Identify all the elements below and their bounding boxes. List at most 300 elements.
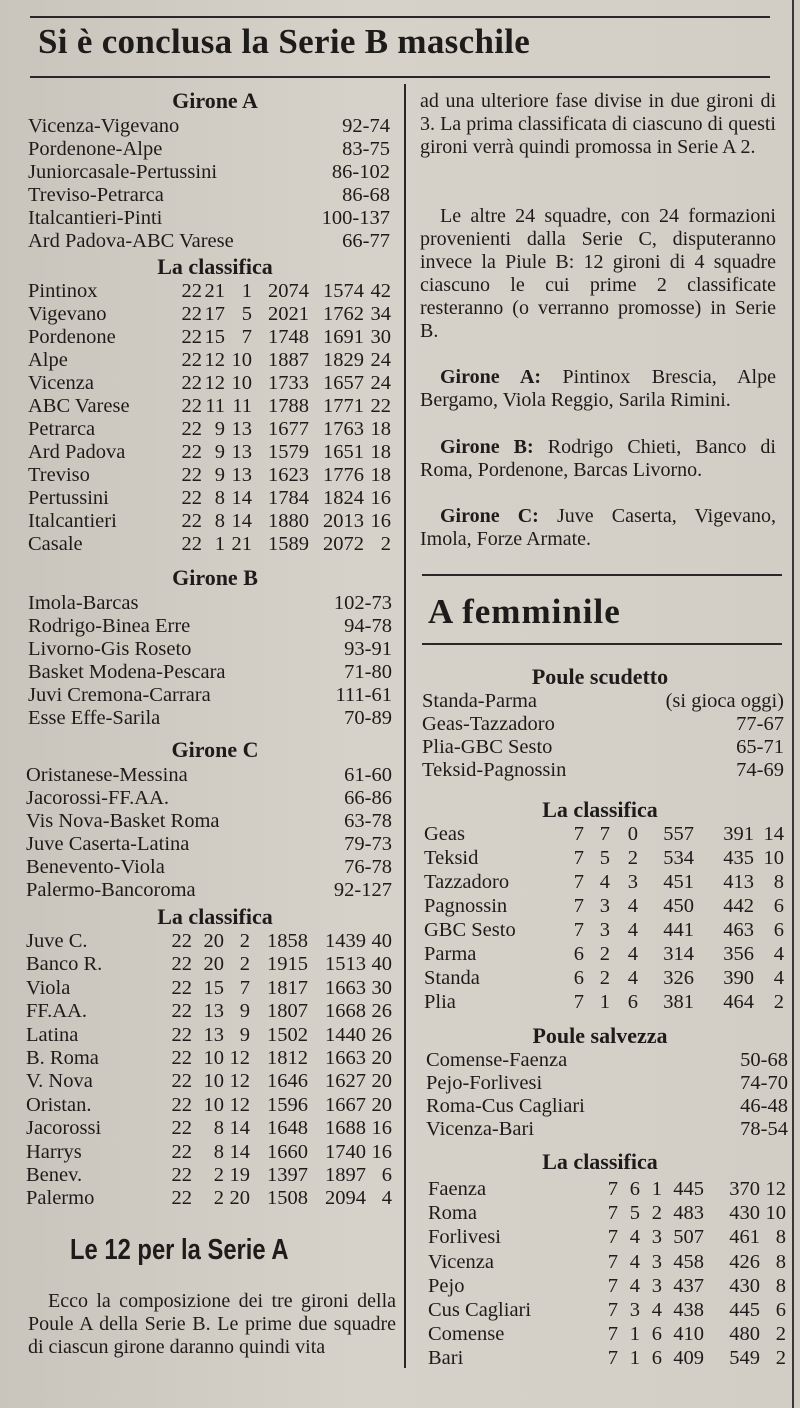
stat-f: 441 [663, 919, 694, 941]
match-name: Treviso-Petrarca [28, 184, 164, 206]
team-name: Benev. [26, 1164, 83, 1186]
stat-v: 15 [203, 976, 224, 999]
stat-g: 22 [171, 1070, 192, 1093]
team-name: GBC Sesto [424, 919, 516, 941]
standings-row [28, 280, 392, 303]
team-name: Ard Padova [28, 441, 126, 463]
stat-pt: 16 [371, 1117, 392, 1140]
stat-g: 7 [573, 871, 584, 893]
stat-v: 10 [203, 1093, 224, 1116]
stat-pt: 24 [370, 349, 391, 371]
stat-f: 437 [673, 1274, 704, 1297]
stat-g: 7 [607, 1250, 618, 1273]
match-name: Livorno-Gis Roseto [28, 638, 192, 660]
team-name: Forlivesi [428, 1226, 501, 1249]
stat-p: 3 [627, 871, 638, 893]
stat-g: 22 [171, 1023, 192, 1046]
stat-v: 15 [204, 326, 225, 348]
article-continued: ad una ulteriore fase divise in due gironi di 3. La prima classificata di ciascuno di questi gironi verrà quindi promossa in Serie A 2. [420, 90, 776, 158]
stat-s: 442 [723, 895, 754, 917]
standings-row [428, 1178, 788, 1201]
standings-row [26, 1000, 394, 1023]
standings-row [26, 1047, 394, 1070]
le-12-title: Le 12 per la Serie A [70, 1234, 289, 1266]
stat-p: 1 [651, 1178, 662, 1200]
match-name: Geas-Tazzadoro [422, 713, 555, 735]
standings-row [26, 1094, 394, 1117]
team-name: Alpe [28, 349, 68, 371]
match-score: 74-70 [740, 1072, 788, 1094]
match-score: 100-137 [321, 207, 390, 229]
stat-v: 8 [214, 487, 225, 509]
result-row [26, 810, 392, 833]
stat-p: 7 [241, 326, 252, 348]
stat-p: 21 [231, 533, 252, 555]
team-name: Banco R. [26, 953, 103, 976]
match-name: Benevento-Viola [26, 856, 165, 878]
match-name: Italcantieri-Pinti [28, 207, 163, 229]
stat-v: 5 [599, 847, 610, 869]
stat-v: 1 [214, 533, 225, 555]
stat-f: 458 [673, 1250, 704, 1273]
stat-p: 14 [229, 1117, 250, 1140]
stat-f: 557 [663, 823, 694, 845]
stat-v: 10 [203, 1070, 224, 1093]
poule-salvezza-classifica-title: La classifica [542, 1149, 658, 1174]
stat-v: 1 [629, 1323, 640, 1346]
standings-row [424, 967, 786, 990]
match-name: Esse Effe-Sarila [28, 707, 161, 729]
stat-f: 1589 [268, 533, 309, 555]
result-row [26, 856, 392, 879]
result-row [426, 1049, 788, 1072]
stat-s: 549 [729, 1347, 760, 1370]
stat-pt: 2 [775, 1347, 786, 1370]
team-name: Plia [424, 991, 456, 1013]
stat-s: 1627 [325, 1070, 366, 1093]
result-row [28, 184, 390, 207]
stat-pt: 22 [370, 395, 391, 417]
stat-g: 22 [181, 303, 202, 325]
girone-a-label: Girone A: [440, 366, 542, 388]
match-score: 70-89 [344, 707, 392, 729]
stat-pt: 8 [773, 871, 784, 893]
result-row [422, 759, 784, 782]
team-name: Juve C. [26, 930, 88, 952]
result-row [28, 638, 392, 661]
result-row [422, 713, 784, 736]
standings-row [424, 871, 786, 894]
result-row [422, 736, 784, 759]
result-row [28, 615, 392, 638]
match-name: Juve Caserta-Latina [26, 833, 190, 855]
stat-f: 1508 [267, 1187, 308, 1210]
standings-row [28, 510, 392, 533]
stat-pt: 18 [370, 441, 391, 463]
stat-g: 7 [607, 1226, 618, 1249]
stat-f: 450 [663, 895, 694, 917]
stat-v: 2 [599, 967, 610, 989]
result-row [28, 592, 392, 615]
standings-row [26, 953, 394, 976]
standings-row [424, 823, 786, 846]
stat-g: 22 [181, 395, 202, 417]
stat-v: 4 [629, 1250, 640, 1273]
match-name: Basket Modena-Pescara [28, 661, 226, 683]
stat-p: 12 [229, 1093, 250, 1116]
stat-p: 13 [231, 464, 252, 486]
stat-pt: 4 [381, 1187, 392, 1210]
match-name: Ard Padova-ABC Varese [28, 230, 234, 252]
stat-f: 381 [663, 991, 694, 1013]
stat-s: 435 [723, 847, 754, 869]
headline: Si è conclusa la Serie B maschile [38, 22, 531, 61]
stat-pt: 6 [773, 895, 784, 917]
team-name: B. Roma [26, 1047, 99, 1069]
femminile-top-rule [422, 574, 782, 576]
stat-v: 2 [213, 1187, 224, 1210]
stat-f: 314 [663, 943, 694, 965]
stat-pt: 40 [371, 953, 392, 976]
match-name: Roma-Cus Cagliari [426, 1095, 585, 1117]
team-name: Harrys [26, 1140, 82, 1163]
stat-v: 17 [204, 303, 225, 325]
stat-p: 2 [651, 1202, 662, 1225]
stat-s: 1574 [323, 280, 364, 302]
girone-b-teams: Rodrigo Chieti, Banco di Roma, Pordenone, Barcas Livorno. [420, 436, 776, 481]
stat-s: 391 [723, 823, 754, 845]
standings-row [26, 1117, 394, 1140]
standings-row [26, 1187, 394, 1210]
stat-s: 2072 [323, 533, 364, 555]
stat-p: 5 [241, 303, 252, 325]
stat-v: 9 [214, 441, 225, 463]
match-score: 71-80 [344, 661, 392, 683]
team-name: Teksid [424, 847, 479, 869]
stat-pt: 10 [763, 847, 784, 869]
team-name: Pintinox [28, 280, 98, 302]
team-name: FF.AA. [26, 1000, 88, 1023]
stat-pt: 2 [380, 533, 391, 555]
team-name: Palermo [26, 1187, 95, 1210]
stat-g: 22 [171, 1140, 192, 1163]
team-name: Comense [428, 1323, 505, 1346]
stat-p: 1 [241, 280, 252, 302]
stat-g: 7 [573, 823, 584, 845]
stat-s: 426 [729, 1250, 760, 1273]
match-score: 92-74 [342, 115, 390, 137]
stat-pt: 6 [775, 1299, 786, 1321]
standings-row [428, 1226, 788, 1249]
standings-row [26, 977, 394, 1000]
stat-g: 22 [171, 976, 192, 999]
match-name: Standa-Parma [422, 690, 537, 712]
stat-f: 326 [663, 967, 694, 989]
team-name: Parma [424, 943, 477, 965]
stat-pt: 26 [371, 1023, 392, 1046]
stat-pt: 20 [371, 1047, 392, 1069]
stat-p: 14 [231, 510, 252, 532]
team-name: Pordenone [28, 326, 116, 348]
team-name: Cus Cagliari [428, 1299, 532, 1321]
stat-f: 1579 [268, 441, 309, 463]
stat-p: 20 [229, 1187, 250, 1210]
headline-rule [30, 76, 770, 78]
stat-s: 1762 [323, 303, 364, 325]
stat-s: 1829 [323, 349, 364, 371]
stat-g: 22 [181, 533, 202, 555]
standings-row [428, 1299, 788, 1322]
stat-p: 13 [231, 418, 252, 440]
stat-s: 1897 [325, 1164, 366, 1186]
stat-s: 413 [723, 871, 754, 893]
match-name: Palermo-Bancoroma [26, 879, 196, 901]
girone-b-composition [420, 436, 776, 482]
stat-f: 1677 [268, 418, 309, 440]
standings-row [428, 1275, 788, 1298]
stat-v: 7 [599, 823, 610, 845]
team-name: Italcantieri [28, 510, 117, 532]
match-name: Vicenza-Bari [426, 1118, 535, 1140]
match-name: Teksid-Pagnossin [422, 759, 567, 781]
standings-row [28, 418, 392, 441]
stat-s: 461 [729, 1226, 760, 1249]
stat-p: 10 [231, 372, 252, 394]
stat-v: 4 [629, 1274, 640, 1297]
stat-v: 20 [203, 953, 224, 976]
stat-p: 3 [651, 1274, 662, 1297]
stat-v: 6 [629, 1178, 640, 1200]
match-name: Imola-Barcas [28, 592, 139, 614]
team-name: Geas [424, 823, 465, 845]
stat-s: 463 [723, 919, 754, 941]
standings-row [28, 349, 392, 372]
stat-p: 12 [229, 1047, 250, 1069]
standings-row [28, 303, 392, 326]
stat-p: 4 [627, 967, 638, 989]
stat-v: 12 [204, 349, 225, 371]
team-name: Vicenza [428, 1250, 494, 1273]
standings-row [424, 991, 786, 1014]
stat-g: 22 [181, 372, 202, 394]
stat-g: 7 [573, 847, 584, 869]
result-row [26, 879, 392, 902]
standings-row [428, 1202, 788, 1225]
result-row [26, 787, 392, 810]
stat-g: 22 [171, 1164, 192, 1186]
result-row [28, 161, 390, 184]
match-score: 61-60 [344, 764, 392, 786]
stat-f: 1397 [267, 1164, 308, 1186]
stat-s: 2094 [325, 1187, 366, 1210]
result-row [426, 1118, 788, 1141]
stat-s: 1688 [325, 1117, 366, 1140]
match-name: Pejo-Forlivesi [426, 1072, 543, 1094]
stat-pt: 10 [765, 1202, 786, 1225]
standings-row [26, 930, 394, 953]
stat-v: 9 [214, 464, 225, 486]
stat-f: 1660 [267, 1140, 308, 1163]
stat-p: 6 [651, 1323, 662, 1346]
femminile-bottom-rule [422, 643, 782, 645]
stat-pt: 4 [773, 967, 784, 989]
stat-p: 19 [229, 1164, 250, 1186]
standings-row [428, 1347, 788, 1370]
standings-row [28, 372, 392, 395]
standings-row [26, 1164, 394, 1187]
match-name: Jacorossi-FF.AA. [26, 787, 169, 809]
stat-pt: 16 [370, 487, 391, 509]
stat-g: 22 [171, 930, 192, 952]
standings-row [424, 895, 786, 918]
team-name: Tazzadoro [424, 871, 510, 893]
stat-s: 1763 [323, 418, 364, 440]
stat-g: 22 [181, 441, 202, 463]
stat-p: 4 [627, 943, 638, 965]
stat-s: 2013 [323, 510, 364, 532]
girone-c-classifica-title: La classifica [157, 904, 273, 929]
match-score: 77-67 [736, 713, 784, 735]
match-score: 65-71 [736, 736, 784, 758]
stat-v: 3 [599, 919, 610, 941]
match-score: 102-73 [333, 592, 392, 614]
stat-p: 2 [627, 847, 638, 869]
girone-c-label: Girone C: [440, 505, 539, 527]
stat-g: 22 [181, 326, 202, 348]
stat-p: 12 [229, 1070, 250, 1093]
femminile-title: A femminile [428, 592, 621, 631]
stat-v: 1 [629, 1347, 640, 1370]
team-name: ABC Varese [28, 395, 130, 417]
standings-row [424, 847, 786, 870]
stat-p: 6 [627, 991, 638, 1013]
team-name: Faenza [428, 1178, 487, 1200]
stat-pt: 20 [371, 1093, 392, 1116]
stat-p: 2 [239, 953, 250, 976]
match-score: 92-127 [333, 879, 392, 901]
match-score: 111-61 [335, 684, 392, 706]
match-score: 93-91 [344, 638, 392, 660]
match-score: 86-102 [331, 161, 390, 183]
team-name: Jacorossi [26, 1117, 102, 1140]
stat-p: 6 [651, 1347, 662, 1370]
stat-pt: 6 [773, 919, 784, 941]
stat-f: 1623 [268, 464, 309, 486]
match-name: Oristanese-Messina [26, 764, 188, 786]
stat-f: 1858 [267, 930, 308, 952]
stat-v: 13 [203, 1023, 224, 1046]
stat-p: 13 [231, 441, 252, 463]
stat-g: 22 [181, 487, 202, 509]
stat-f: 534 [663, 847, 694, 869]
standings-row [428, 1251, 788, 1274]
stat-p: 4 [627, 895, 638, 917]
match-name: Rodrigo-Binea Erre [28, 615, 191, 637]
stat-g: 7 [573, 991, 584, 1013]
stat-s: 356 [723, 943, 754, 965]
match-score: 50-68 [740, 1049, 788, 1071]
result-row [28, 684, 392, 707]
stat-g: 7 [607, 1274, 618, 1297]
stat-pt: 18 [370, 464, 391, 486]
stat-s: 1657 [323, 372, 364, 394]
stat-s: 464 [723, 991, 754, 1013]
stat-v: 3 [629, 1299, 640, 1321]
stat-f: 1784 [268, 487, 309, 509]
match-score: 94-78 [344, 615, 392, 637]
standings-row [26, 1141, 394, 1164]
stat-g: 22 [181, 280, 202, 302]
stat-f: 1648 [267, 1117, 308, 1140]
stat-v: 2 [599, 943, 610, 965]
standings-row [424, 943, 786, 966]
match-score: 78-54 [740, 1118, 788, 1140]
match-score: 74-69 [736, 759, 784, 781]
stat-s: 1663 [325, 976, 366, 999]
stat-p: 3 [651, 1226, 662, 1249]
stat-pt: 2 [773, 991, 784, 1013]
stat-v: 3 [599, 895, 610, 917]
stat-s: 1513 [325, 953, 366, 976]
result-row [426, 1095, 788, 1118]
stat-s: 1668 [325, 1000, 366, 1023]
match-score: 46-48 [740, 1095, 788, 1117]
team-name: Latina [26, 1023, 79, 1046]
stat-f: 410 [673, 1323, 704, 1346]
stat-f: 1915 [267, 953, 308, 976]
girone-a-classifica-title: La classifica [157, 254, 273, 279]
stat-s: 1740 [325, 1140, 366, 1163]
standings-row [28, 441, 392, 464]
stat-f: 1502 [267, 1023, 308, 1046]
result-row [422, 690, 784, 713]
stat-pt: 16 [370, 510, 391, 532]
stat-s: 480 [729, 1323, 760, 1346]
stat-f: 451 [663, 871, 694, 893]
match-score: 76-78 [344, 856, 392, 878]
girone-b-title: Girone B [172, 565, 258, 590]
stat-pt: 6 [381, 1164, 392, 1186]
stat-g: 22 [181, 464, 202, 486]
stat-f: 2074 [268, 280, 309, 302]
stat-s: 390 [723, 967, 754, 989]
match-name: Plia-GBC Sesto [422, 736, 553, 758]
stat-g: 7 [607, 1299, 618, 1321]
stat-v: 20 [203, 930, 224, 952]
stat-f: 1646 [267, 1070, 308, 1093]
team-name: Pagnossin [424, 895, 508, 917]
stat-g: 22 [181, 349, 202, 371]
team-name: Roma [428, 1202, 477, 1225]
stat-p: 9 [239, 1023, 250, 1046]
team-name: V. Nova [26, 1070, 93, 1093]
stat-p: 9 [239, 1000, 250, 1023]
standings-row [28, 533, 392, 556]
stat-g: 22 [171, 1117, 192, 1140]
stat-g: 7 [607, 1178, 618, 1200]
team-name: Oristan. [26, 1093, 92, 1116]
stat-v: 4 [599, 871, 610, 893]
match-score: 79-73 [344, 833, 392, 855]
stat-pt: 2 [775, 1323, 786, 1346]
page-edge [792, 0, 794, 1408]
girone-c-composition [420, 505, 776, 551]
standings-row [28, 326, 392, 349]
stat-g: 6 [573, 943, 584, 965]
stat-f: 409 [673, 1347, 704, 1370]
girone-c-title: Girone C [171, 737, 259, 762]
stat-g: 7 [573, 895, 584, 917]
